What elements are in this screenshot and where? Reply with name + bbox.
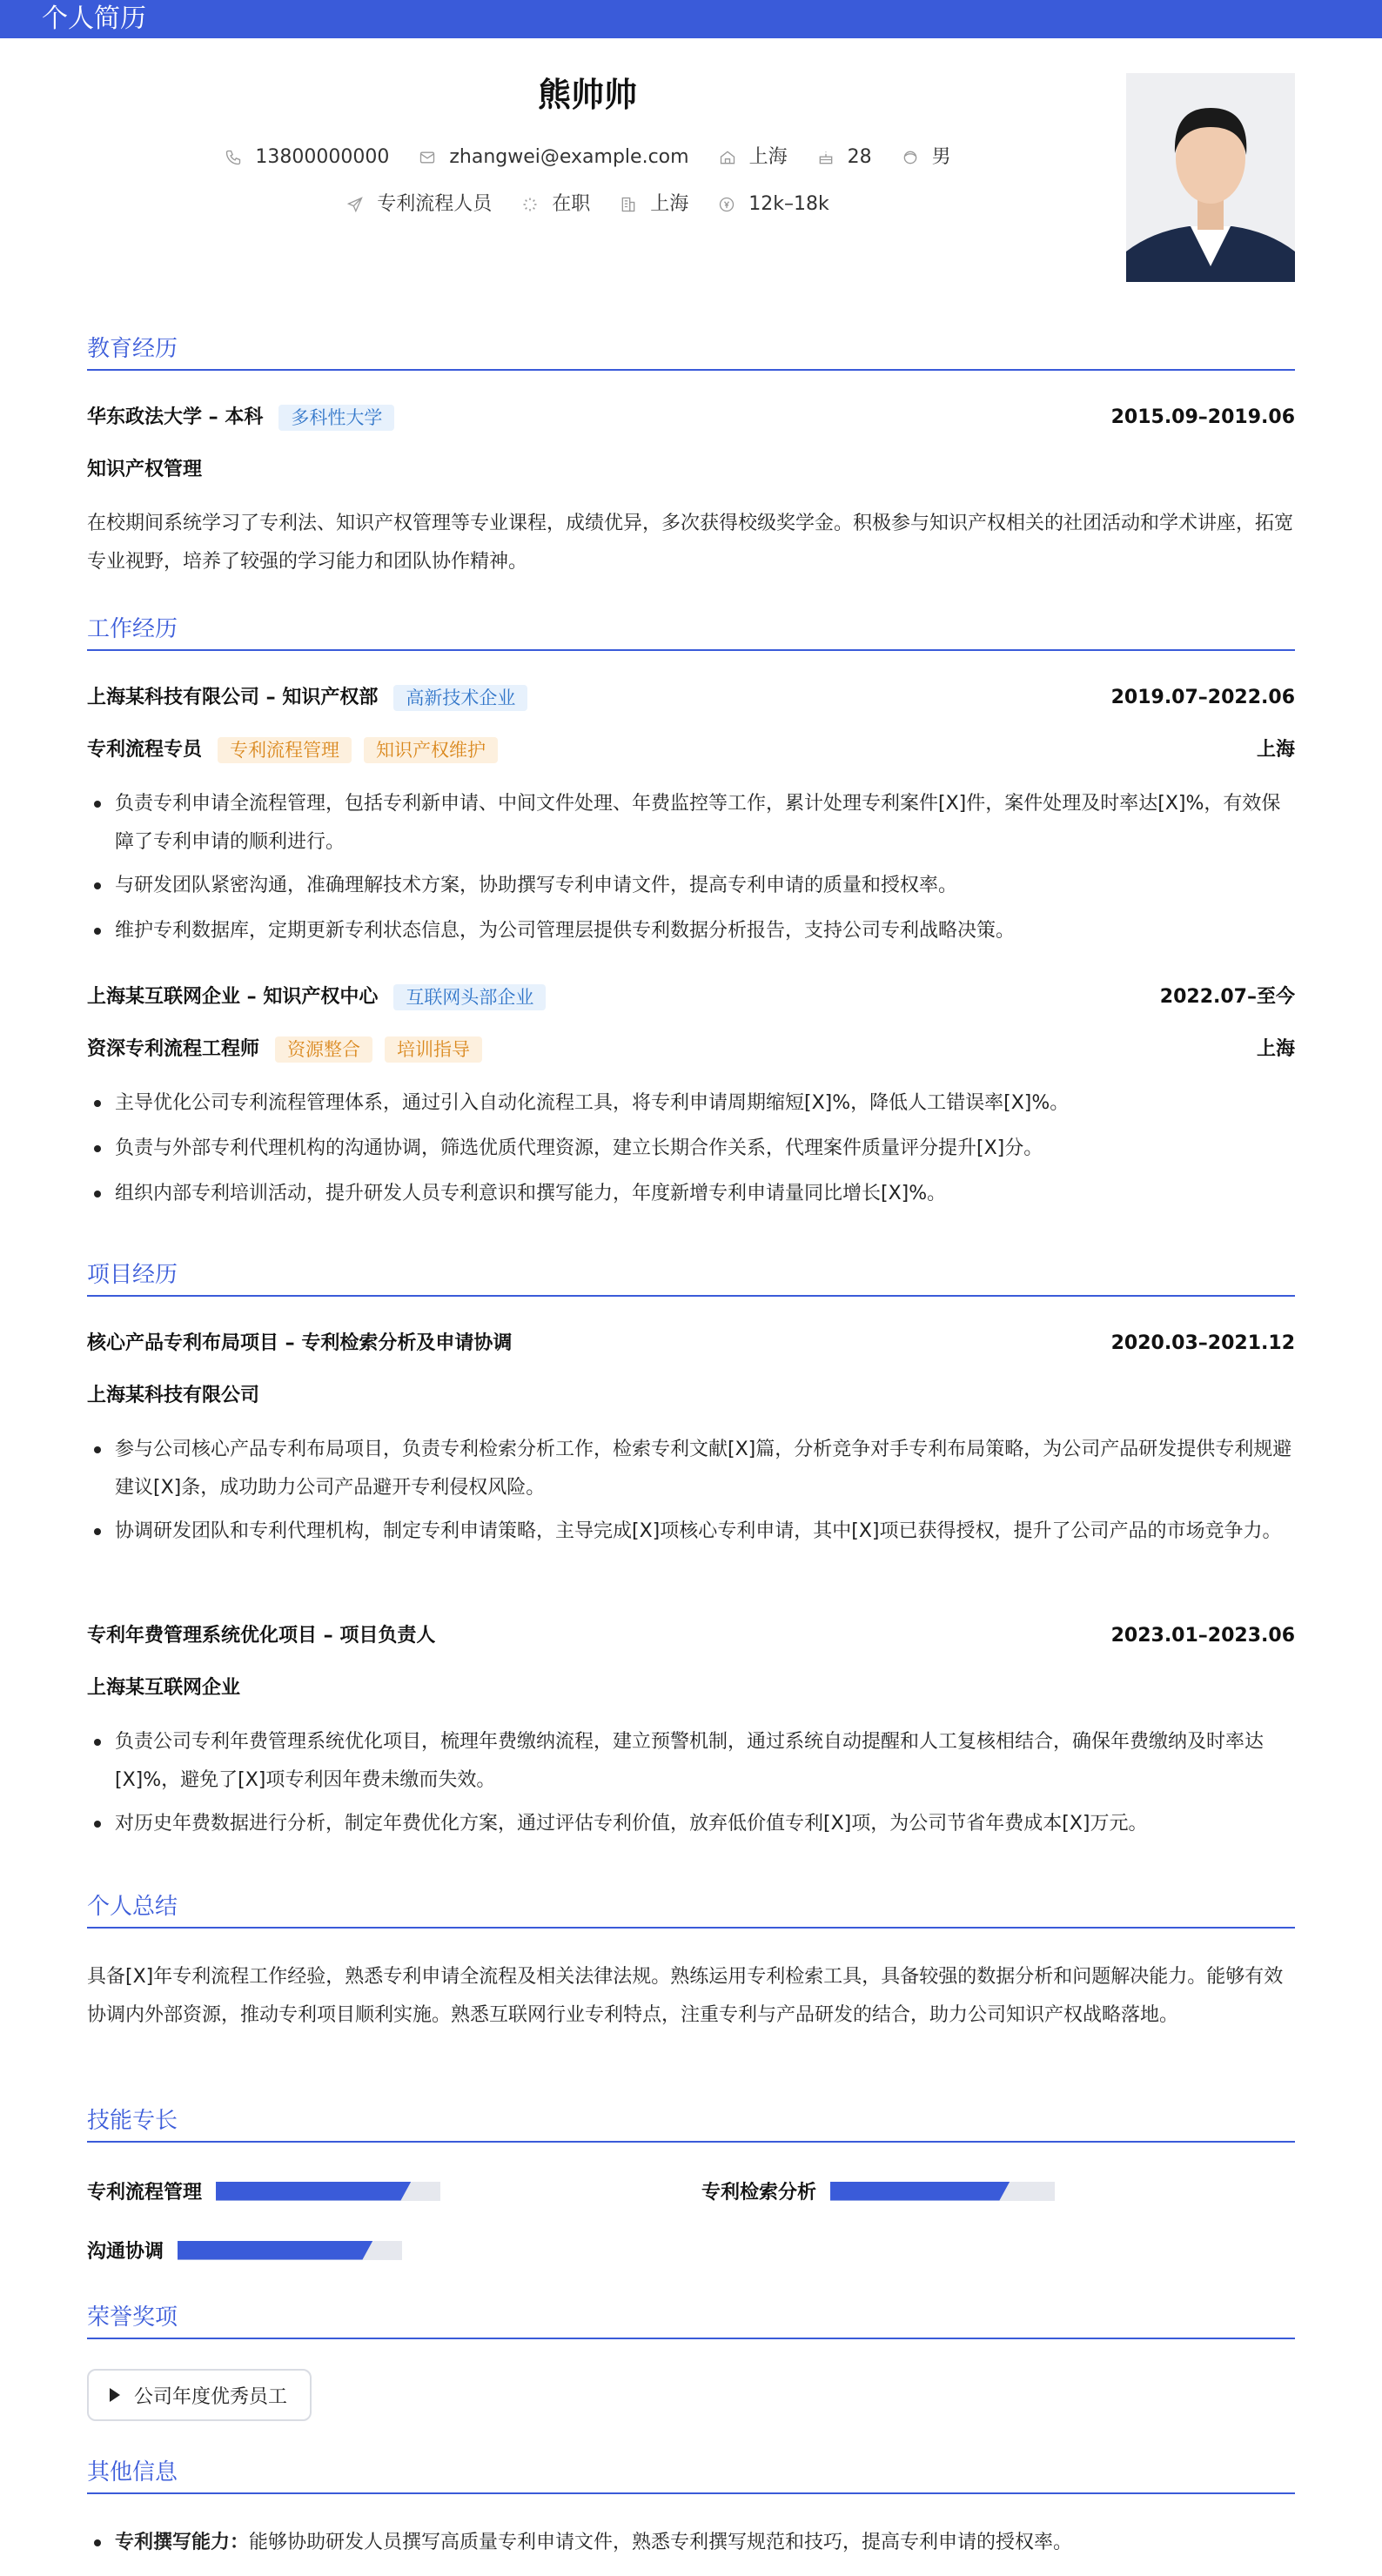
school-tag: 多科性大学 [278, 405, 394, 431]
work-role-row [87, 1036, 1295, 1063]
yen-icon [717, 195, 736, 214]
phone-icon [224, 148, 243, 167]
section-title: 项目经历 [87, 1260, 1295, 1297]
list-item: 对历史年费数据进行分析，制定年费优化方案，通过评估专利价值，放弃低价值专利[X]项，为公司节省年费成本[X]万元。 [87, 1805, 1295, 1843]
face-icon [901, 148, 920, 167]
skill-item [701, 2177, 1055, 2204]
role-tag: 培训指导 [385, 1036, 482, 1063]
contact-row [0, 144, 1175, 174]
top-bar [0, 0, 1382, 38]
project-section [87, 1260, 1295, 1297]
play-icon [110, 2388, 120, 2402]
skill-bar-fill [178, 2241, 372, 2260]
education-desc: 在校期间系统学习了专利法、知识产权管理等专业课程，成绩优异，多次获得校级奖学金。积极参与知识产权相关的社团活动和学术讲座，拓宽专业视野，培养了较强的学习能力和团队协作精神。 [87, 513, 1294, 573]
gender-info: 男 [901, 144, 951, 171]
work-section [87, 614, 1295, 651]
skill-bar [216, 2182, 440, 2201]
role-tag: 资源整合 [275, 1036, 372, 1063]
company-tag: 互联网头部企业 [393, 984, 546, 1010]
home-icon [718, 148, 737, 167]
skill-name: 专利检索分析 [701, 2182, 817, 2204]
list-item: 参与公司核心产品专利布局项目，负责专利检索分析工作，检索专利文献[X]篇，分析竞争对手专利布局策略，为公司产品研发提供专利规避建议[X]条，成功助力公司产品避开专利侵权风险。 [87, 1431, 1295, 1507]
position-info: 专利流程人员 [346, 191, 492, 218]
school-name: 华东政法大学 – 本科 [87, 406, 264, 428]
cake-icon [816, 148, 835, 167]
target-city-info: 上海 [619, 191, 688, 218]
list-item: 负责与外部专利代理机构的沟通协调，筛选优质代理资源，建立长期合作关系，代理案件质量评分提升[X]分。 [87, 1130, 1295, 1168]
role-title: 专利流程专员 [87, 739, 203, 761]
project-name: 核心产品专利布局项目 – 专利检索分析及申请协调 [87, 1332, 513, 1354]
salary-info: 12k–18k [717, 191, 829, 218]
skills-section [87, 2106, 1295, 2143]
list-item: 组织内部专利培训活动，提升研发人员专利意识和撰写能力，年度新增专利申请量同比增长[X]%。 [87, 1175, 1295, 1213]
project-header [87, 1622, 1295, 1650]
list-item [87, 2524, 1295, 2562]
skill-bar [830, 2182, 1055, 2201]
award-label: 公司年度优秀员工 [134, 2385, 288, 2408]
role-title: 资深专利流程工程师 [87, 1038, 260, 1060]
project-name: 专利年费管理系统优化项目 – 项目负责人 [87, 1625, 436, 1647]
project-org-row [87, 1382, 1295, 1410]
project-org: 上海某科技有限公司 [87, 1385, 260, 1406]
work-header [87, 983, 1295, 1011]
job-intent-row [0, 191, 1175, 221]
project-org-row [87, 1674, 1295, 1702]
skill-bar-fill [216, 2182, 411, 2201]
list-item: 维护专利数据库，定期更新专利状态信息，为公司管理层提供专利数据分析报告，支持公司专利战略决策。 [87, 912, 1295, 950]
section-title: 技能专长 [87, 2106, 1295, 2143]
company-name: 上海某互联网企业 – 知识产权中心 [87, 986, 379, 1008]
award-item[interactable] [87, 2369, 312, 2421]
phone-info: 13800000000 [224, 144, 389, 171]
age-info: 28 [816, 144, 872, 171]
section-title: 其他信息 [87, 2458, 1295, 2494]
loader-icon [520, 195, 540, 214]
skill-bar [178, 2241, 402, 2260]
work-date: 2022.07–至今 [1159, 986, 1295, 1008]
section-title: 荣誉奖项 [87, 2303, 1295, 2339]
section-title: 工作经历 [87, 614, 1295, 651]
education-date: 2015.09–2019.06 [1110, 406, 1295, 428]
send-icon [346, 195, 365, 214]
skill-name: 沟通协调 [87, 2241, 164, 2263]
company-tag: 高新技术企业 [393, 685, 527, 711]
list-item: 协调研发团队和专利代理机构，制定专利申请策略，主导完成[X]项核心专利申请，其中[X]项已获得授权，提升了公司产品的市场竞争力。 [87, 1513, 1295, 1551]
work-location: 上海 [1256, 1038, 1295, 1060]
other-label: 专利撰写能力： [115, 2532, 250, 2553]
candidate-name: 熊帅帅 [537, 76, 637, 114]
section-title: 教育经历 [87, 334, 1295, 371]
role-tag: 专利流程管理 [218, 737, 352, 763]
list-item: 负责专利申请全流程管理，包括专利新申请、中间文件处理、年费监控等工作，累计处理专利案件[X]件，案件处理及时率达[X]%，有效保障了专利申请的顺利进行。 [87, 785, 1295, 862]
company-name: 上海某科技有限公司 – 知识产权部 [87, 687, 379, 708]
city-info: 上海 [718, 144, 788, 171]
work-date: 2019.07–2022.06 [1110, 687, 1295, 708]
list-item: 与研发团队紧密沟通，准确理解技术方案，协助撰写专利申请文件，提高专利申请的质量和授权率。 [87, 867, 1295, 905]
email-info: zhangwei@example.com [418, 144, 688, 171]
list-item: 负责公司专利年费管理系统优化项目，梳理年费缴纳流程，建立预警机制，通过系统自动提醒和人工复核相结合，确保年费缴纳及时率达[X]%，避免了[X]项专利因年费未缴而失效。 [87, 1723, 1295, 1800]
page-title: 个人简历 [42, 3, 146, 34]
role-tag: 知识产权维护 [364, 737, 498, 763]
work-role-row [87, 736, 1295, 764]
skill-item [87, 2177, 440, 2204]
skill-bar-fill [830, 2182, 1010, 2201]
project-header [87, 1330, 1295, 1358]
project-date: 2020.03–2021.12 [1110, 1332, 1295, 1354]
other-section [87, 2458, 1295, 2494]
other-text: 能够协助研发人员撰写高质量专利申请文件，熟悉专利撰写规范和技巧，提高专利申请的授权率。 [249, 2532, 1073, 2553]
avatar [1126, 73, 1295, 282]
project-org: 上海某互联网企业 [87, 1677, 241, 1699]
project-date: 2023.01–2023.06 [1110, 1625, 1295, 1647]
mail-icon [418, 148, 437, 167]
skill-item [87, 2237, 402, 2264]
work-location: 上海 [1256, 739, 1295, 761]
status-info: 在职 [520, 191, 590, 218]
section-title: 个人总结 [87, 1892, 1295, 1929]
building-icon [619, 195, 638, 214]
major: 知识产权管理 [87, 459, 203, 480]
education-major-row [87, 456, 1295, 484]
education-section [87, 334, 1295, 371]
summary-section [87, 1892, 1295, 1929]
list-item: 主导优化公司专利流程管理体系，通过引入自动化流程工具，将专利申请周期缩短[X]%，降低人工错误率[X]%。 [87, 1084, 1295, 1123]
education-header [87, 404, 1295, 432]
skill-name: 专利流程管理 [87, 2182, 203, 2204]
work-header [87, 684, 1295, 712]
awards-section [87, 2303, 1295, 2339]
summary-text: 具备[X]年专利流程工作经验，熟悉专利申请全流程及相关法律法规。熟练运用专利检索工具，具备较强的数据分析和问题解决能力。能够有效协调内外部资源，推动专利项目顺利实施。熟悉互联网行业专利特点，注重专利与产品研发的结合，助力公司知识产权战略落地。 [87, 1966, 1284, 2026]
